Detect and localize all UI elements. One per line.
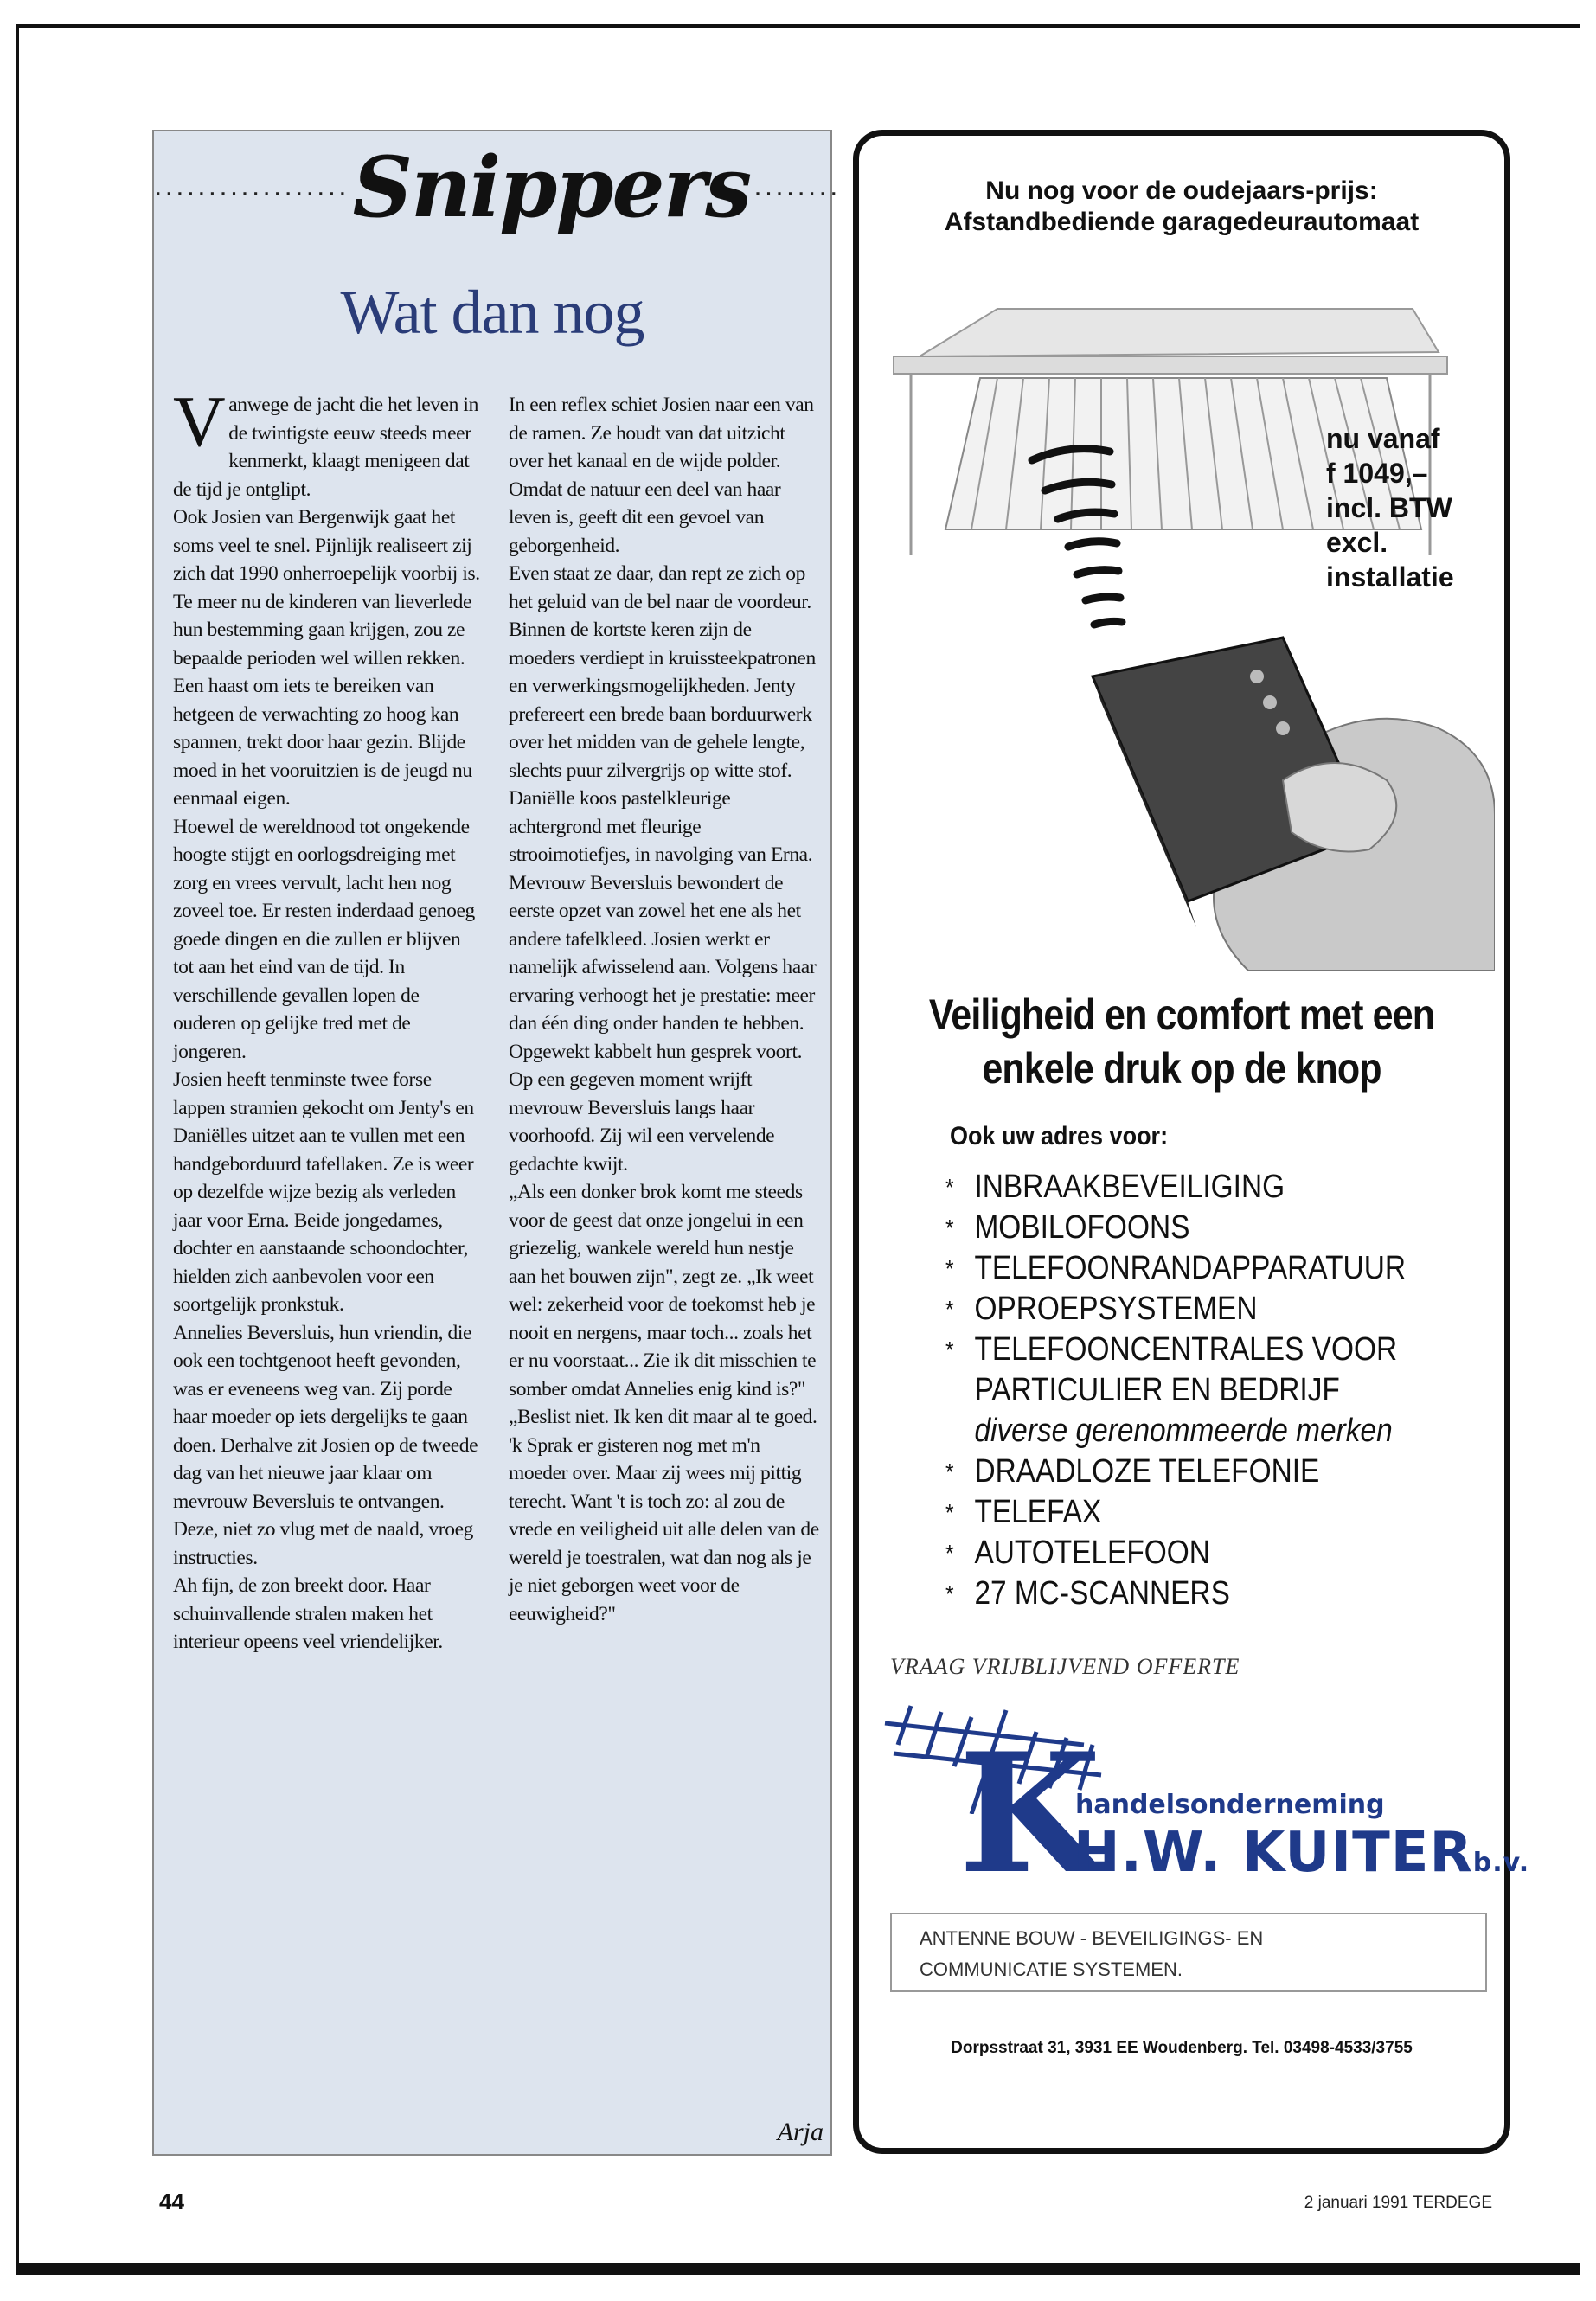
logo-subtitle: handelsonderneming: [1075, 1790, 1385, 1820]
remote-button: [1276, 721, 1290, 735]
service-text: AUTOTELEFOON: [974, 1535, 1210, 1571]
section-header: [154, 138, 841, 251]
service-text: 27 MC-SCANNERS: [974, 1575, 1230, 1612]
service-text: TELEFOONRANDAPPARATUUR: [974, 1250, 1407, 1286]
specialties-box: [890, 1913, 1487, 1992]
article-paragraph: In een reflex schiet Josien naar een van de ramen. Ze houdt van dat uitzicht over het kanaal en de wijde polder. Omdat de natuur een deel van haar leven is, geeft dit een gevoel van geborgenheid.: [509, 394, 814, 557]
article-paragraph: Annelies Beversluis, hun vriendin, die ook een tochtgenoot heeft gevonden, was er eveneens weg van. Zij porde haar moeder op iets dergelijks te gaan doen. Derhalve zit Josien op de tweede dag van het nieuwe jaar klaar om mevrouw Beversluis te ontvangen.: [173, 1321, 478, 1513]
service-text: TELEFAX: [974, 1494, 1102, 1530]
specialties-line: COMMUNICATIE SYSTEMEN.: [920, 1958, 1183, 1980]
service-item: [945, 1533, 1433, 1574]
bullet-star-icon: *: [945, 1215, 954, 1241]
service-item: [945, 1167, 1433, 1208]
remote-button: [1263, 695, 1277, 709]
article-paragraph: Mevrouw Beversluis bewondert de eerste opzet van zowel het ene als het andere tafelkleed. Josien werkt er namelijk afwisselend aan. Volgens haar ervaring verhoogt het je prestatie: meer dan één ding onder handen te hebben.: [509, 871, 817, 1035]
article-paragraph: Josien heeft tenminste twee forse lappen stramien gekocht om Jenty's en Daniëlles uitzet aan te vullen met een handgeborduurd tafellaken. Ze is weer op dezelfde wijze bezig als verleden jaar voor Erna. Beide jongedames, dochter en aanstaande schoondochter, hielden zich aanbevolen voor een soortgelijk pronkstuk.: [173, 1068, 474, 1316]
service-text: diverse gerenommeerde merken: [974, 1413, 1393, 1449]
article-intro: [173, 381, 484, 503]
service-text: PARTICULIER EN BEDRIJF: [974, 1372, 1340, 1408]
logo-name: [1074, 1821, 1529, 1885]
thumb: [1283, 763, 1396, 852]
service-item: [945, 1330, 1433, 1370]
article-paragraph: Een haast om iets te bereiken van hetgeen de verwachting zo hoog kan spannen, trekt door haar gezin. Blijde moed in het vooruitzien is de jeugd nu eenmaal eigen.: [173, 675, 472, 810]
service-item: [945, 1452, 1433, 1492]
bullet-star-icon: *: [945, 1296, 954, 1323]
price-line: installatie: [1326, 561, 1454, 593]
service-item: [945, 1208, 1433, 1248]
service-item-note: [945, 1411, 1433, 1452]
company-logo: [876, 1693, 1530, 1910]
bullet-star-icon: *: [945, 1336, 954, 1363]
bullet-star-icon: *: [945, 1174, 954, 1201]
services-title: Ook uw adres voor:: [950, 1122, 1169, 1150]
specialties-line: ANTENNE BOUW - BEVEILIGINGS- EN: [920, 1927, 1264, 1949]
company-address: Dorpsstraat 31, 3931 EE Woudenberg. Tel. 03498-4533/3755: [951, 2039, 1413, 2057]
bullet-star-icon: *: [945, 1255, 954, 1282]
article-column-right: [509, 391, 820, 1628]
section-title: Snippers: [352, 138, 751, 236]
author-signature: Arja: [777, 2118, 824, 2146]
bullet-star-icon: *: [945, 1580, 954, 1607]
remote-button: [1250, 670, 1264, 683]
header-dots-left: ..................: [154, 172, 349, 202]
advertisement: [853, 130, 1530, 2154]
logo-name-text: H.W. KUITER: [1074, 1821, 1473, 1885]
article-paragraph: Hoewel de wereldnood tot ongekende hoogte stijgt en oorlogsdreiging met zorg en vrees vervult, lacht hen nog zoveel toe. Er resten inderdaad genoeg goede dingen en die zullen er blijven tot aan het eind van de tijd. In verschillende gevallen lopen de ouderen op gelijke tred met de jongeren.: [173, 815, 475, 1063]
ad-slogan: [904, 988, 1459, 1095]
article-title: Wat dan nog: [340, 278, 644, 347]
page-number: 44: [159, 2189, 184, 2214]
call-to-action: VRAAG VRIJBLIJVEND OFFERTE: [890, 1654, 1240, 1679]
service-text: TELEFOONCENTRALES VOOR: [974, 1331, 1398, 1368]
services-list: [945, 1167, 1499, 1614]
ad-slogan-line: Veiligheid en comfort met een: [928, 990, 1435, 1039]
garage-roof: [920, 309, 1439, 356]
bullet-star-icon: *: [945, 1540, 954, 1567]
service-item-continuation: [945, 1370, 1433, 1411]
ad-headline: [859, 176, 1504, 238]
article-paragraph: Ook Josien van Bergenwijk gaat het soms veel te snel. Pijnlijk realiseert zij zich dat 1990 onherroepelijk voorbij is. Te meer nu de kinderen van lieverlede hun bestemming gaan krijgen, zou ze bepaalde perioden wel willen rekken.: [173, 506, 480, 670]
service-text: INBRAAKBEVEILIGING: [974, 1169, 1285, 1205]
service-item: [945, 1492, 1433, 1533]
article-paragraph: „Als een donker brok komt me steeds voor de geest dat onze jongelui in een griezelig, wankele wereld hun nestje aan het bouwen zijn", zegt ze. „Ik weet wel: zekerheid voor de toekomst heb je nooit en nergens, maar toch... zoals het er nu voorstaat... Zie ik dit misschien te somber omdat Annelies enig kind is?": [509, 1181, 817, 1400]
price-line: nu vanaf: [1326, 423, 1440, 454]
price-line: f 1049,–: [1326, 458, 1428, 489]
article-paragraph: „Beslist niet. Ik ken dit maar al te goed. 'k Sprak er gisteren nog met m'n moeder over. Maar zij wees mij pittig terecht. Want 't is toch zo: al zou de vrede en veiligheid uit alle delen van de wereld je toestralen, wat dan nog als je je niet geborgen weet voor de eeuwigheid?": [509, 1406, 819, 1625]
service-text: OPROEPSYSTEMEN: [974, 1291, 1258, 1327]
price-line: excl.: [1326, 527, 1388, 558]
price-line: incl. BTW: [1326, 492, 1452, 523]
header-dots-right: ........: [753, 172, 841, 202]
garage-remote-illustration: [885, 296, 1495, 971]
garage-frame: [894, 356, 1447, 374]
article-paragraph: Deze, niet zo vlug met de naald, vroeg instructies.: [173, 1518, 473, 1569]
service-item: [945, 1289, 1433, 1330]
ad-headline-line: Nu nog voor de oudejaars-prijs:: [985, 176, 1378, 205]
service-item: [945, 1574, 1433, 1614]
article-paragraph: Ah fijn, de zon breekt door. Haar schuinvallende stralen maken het interieur opeens veel vriendelijker.: [173, 1574, 443, 1653]
service-text: DRAADLOZE TELEFONIE: [974, 1453, 1320, 1490]
logo-k-letter: K: [958, 1717, 1102, 1910]
snippers-column: [152, 130, 841, 2156]
service-text: MOBILOFOONS: [974, 1209, 1190, 1246]
ad-slogan-line: enkele druk op de knop: [982, 1044, 1381, 1093]
bullet-star-icon: *: [945, 1499, 954, 1526]
article-intro-text: anwege de jacht die het leven in de twintigste eeuw steeds meer kenmerkt, klaagt menigeen dat de tijd je ontglipt.: [173, 394, 478, 501]
footer-date: 2 januari 1991 TERDEGE: [1304, 2194, 1492, 2212]
service-item: [945, 1248, 1433, 1289]
article-paragraph: Even staat ze daar, dan rept ze zich op het geluid van de bel naar de voordeur. Binnen de kortste keren zijn de moeders verdiept in kruissteekpatronen en verwerkingsmogelijkheden. Jenty prefereert een brede baan borduurwerk over het midden van de gehele lengte, slechts puur zilvergrijs op witte stof. Daniëlle koos pastelkleurige achtergrond met fleurige strooimotiefjes, in navolging van Erna.: [509, 562, 816, 866]
article-paragraph: Opgewekt kabbelt hun gesprek voort. Op een gegeven moment wrijft mevrouw Beversluis langs haar voorhoofd. Zij wil een vervelende gedachte kwijt.: [509, 1040, 803, 1176]
price-block: [1326, 421, 1499, 594]
logo-suffix: b.v.: [1472, 1848, 1530, 1878]
ad-headline-line: Afstandbediende garagedeurautomaat: [944, 208, 1420, 236]
drop-cap: V: [173, 381, 226, 462]
bullet-star-icon: *: [945, 1458, 954, 1485]
article-column-left: [173, 381, 484, 1657]
